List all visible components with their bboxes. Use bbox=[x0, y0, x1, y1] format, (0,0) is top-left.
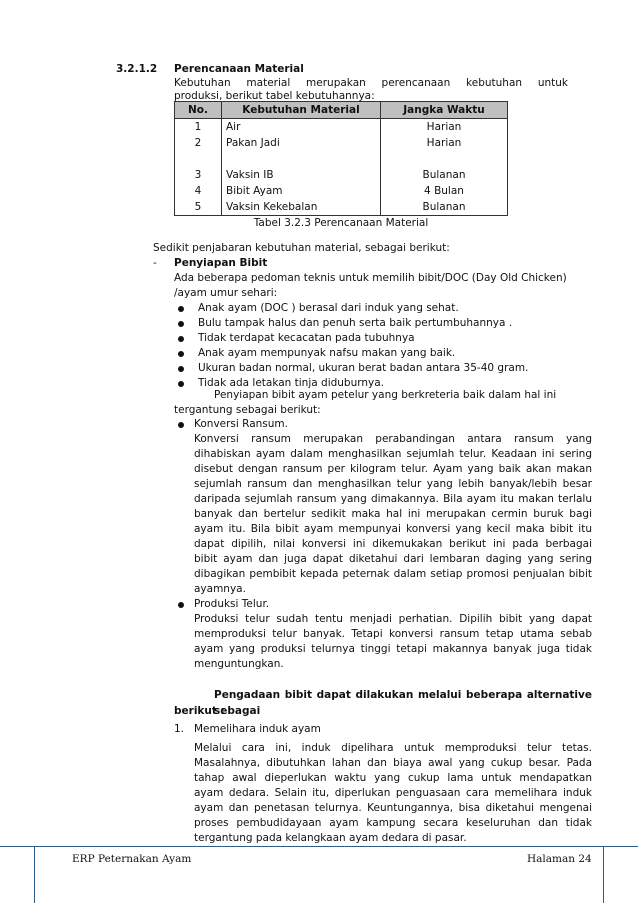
list-item: Anak ayam (DOC ) berasal dari induk yang sehat. bbox=[198, 302, 459, 314]
table-cell-no: 2 bbox=[175, 135, 222, 151]
list-item: Tidak ada letakan tinja diduburnya. bbox=[198, 377, 385, 389]
konversi-line: daripada sejumlah ransum yang dimakannya. Bila ayam itu makan terlalu bbox=[194, 493, 592, 505]
alt1-line: ayam dedara. Selain itu, diperlukan penguasaan cara memelihara induk bbox=[194, 787, 592, 799]
konversi-line: banyak dan bertelur sedikit maka hal ini merupakan cermin buruk bagi bbox=[194, 508, 592, 520]
table-row bbox=[175, 135, 508, 151]
table-header-waktu: Jangka Waktu bbox=[381, 102, 508, 119]
alt1-line: proses pembudidayaan ayam kampung secara keseluruhan dan tidak bbox=[194, 817, 592, 829]
material-table bbox=[174, 101, 508, 216]
bullet-icon bbox=[178, 306, 184, 312]
list-item: Bulu tampak halus dan penuh serta baik pertumbuhannya . bbox=[198, 317, 513, 329]
bibit-intro-line: Ada beberapa pedoman teknis untuk memilih bibit/DOC (Day Old Chicken) bbox=[174, 272, 567, 284]
footer-left-rule bbox=[34, 846, 35, 903]
alt1-line: tergantung pada kelangkaan ayam dedara di pasar. bbox=[194, 832, 467, 844]
table-row bbox=[175, 119, 508, 136]
table-cell-no bbox=[175, 151, 222, 167]
bullet-icon bbox=[178, 422, 184, 428]
table-cell-material: Bibit Ayam bbox=[222, 183, 381, 199]
table-header-material: Kebutuhan Material bbox=[222, 102, 381, 119]
produksi-line: menguntungkan. bbox=[194, 658, 284, 670]
alt1-line: tahap awal dieperlukan waktu yang cukup lama untuk mendapatkan bbox=[194, 772, 592, 784]
konversi-line: dibagikan pembibit kepada peternak dalam setiap promosi penjualan bibit bbox=[194, 568, 592, 580]
table-cell-no: 3 bbox=[175, 167, 222, 183]
petelur-line: tergantung sebagai berikut: bbox=[174, 404, 321, 416]
table-cell-material: Air bbox=[222, 119, 381, 136]
table-cell-waktu: 4 Bulan bbox=[381, 183, 508, 199]
table-cell-material: Vaksin IB bbox=[222, 167, 381, 183]
table-row bbox=[175, 199, 508, 216]
list-item: Tidak terdapat kecacatan pada tubuhnya bbox=[198, 332, 415, 344]
table-row bbox=[175, 167, 508, 183]
bullet-icon bbox=[178, 321, 184, 327]
list-item: Ukuran badan normal, ukuran berat badan antara 35-40 gram. bbox=[198, 362, 529, 374]
intro-line: Kebutuhan material merupakan perencanaan kebutuhan untuk bbox=[174, 77, 568, 89]
konversi-line: bibit ayam dan juga dapat diketahui dari lembaran daging yang sering bbox=[194, 553, 592, 565]
section-number: 3.2.1.2 bbox=[116, 63, 158, 75]
table-cell-waktu bbox=[381, 151, 508, 167]
petelur-line: Penyiapan bibit ayam petelur yang berkreteria baik dalam hal ini bbox=[214, 389, 557, 401]
footer-document-title: ERP Peternakan Ayam bbox=[72, 853, 192, 865]
produksi-line: ayam yang produksi telurnya tinggi tetapi makannya banyak juga tidak bbox=[194, 643, 592, 655]
table-row bbox=[175, 151, 508, 167]
footer-divider bbox=[0, 846, 638, 847]
table-caption: Tabel 3.2.3 Perencanaan Material bbox=[253, 217, 429, 229]
table-cell-no: 1 bbox=[175, 119, 222, 136]
table-cell-waktu: Bulanan bbox=[381, 199, 508, 216]
produksi-line: Produksi telur sudah tentu menjadi perhatian. Dipilih bibit yang dapat bbox=[194, 613, 592, 625]
bullet-icon bbox=[178, 336, 184, 342]
produksi-title: Produksi Telur. bbox=[194, 598, 270, 610]
bibit-intro-line: /ayam umur sehari: bbox=[174, 287, 278, 299]
konversi-line: dapat dipilih, nilai konversi ini dikemukakan berikut ini pada berbagai bbox=[194, 538, 592, 550]
table-cell-waktu: Bulanan bbox=[381, 167, 508, 183]
konversi-line: dihabiskan ayam dalam menghasilkan sejumlah telur. Keadaan ini sering bbox=[194, 448, 592, 460]
bullet-icon bbox=[178, 366, 184, 372]
table-cell-material bbox=[222, 151, 381, 167]
table-cell-waktu: Harian bbox=[381, 135, 508, 151]
bullet-icon bbox=[178, 602, 184, 608]
konversi-line: Konversi ransum merupakan perabandingan antara ransum yang bbox=[194, 433, 592, 445]
bullet-icon bbox=[178, 381, 184, 387]
konversi-line: sejumlah ransum dan menghasilkan telur yang lebih banyak/lebih besar bbox=[194, 478, 592, 490]
konversi-line: ayamnya. bbox=[194, 583, 246, 595]
dash-marker: - bbox=[153, 257, 157, 269]
konversi-line: disebut dengan ransum per kilogram telur. Ayam yang baik akan makan bbox=[194, 463, 592, 475]
alt-title: Memelihara induk ayam bbox=[194, 723, 321, 735]
table-cell-waktu: Harian bbox=[381, 119, 508, 136]
intro-line: produksi, berikut tabel kebutuhannya: bbox=[174, 90, 375, 102]
table-cell-material: Vaksin Kekebalan bbox=[222, 199, 381, 216]
alt1-line: ayam dan penetasan telurnya. Keuntungannya, bisa diketahui mengenai bbox=[194, 802, 592, 814]
bullet-icon bbox=[178, 351, 184, 357]
alt1-line: Masalahnya, dibutuhkan lahan dan biaya awal yang cukup besar. Pada bbox=[194, 757, 592, 769]
footer-right-rule bbox=[603, 846, 604, 903]
table-cell-no: 5 bbox=[175, 199, 222, 216]
footer-page-number: Halaman 24 bbox=[527, 853, 592, 865]
list-item: Anak ayam mempunyak nafsu makan yang baik. bbox=[198, 347, 456, 359]
section-title: Perencanaan Material bbox=[174, 63, 304, 75]
pengadaan-heading: berikut : bbox=[174, 705, 225, 717]
table-cell-material: Pakan Jadi bbox=[222, 135, 381, 151]
paragraph-intro: Sedikit penjabaran kebutuhan material, sebagai berikut: bbox=[153, 242, 450, 254]
table-header-no: No. bbox=[175, 102, 222, 119]
alt1-line: Melalui cara ini, induk dipelihara untuk memproduksi telur tetas. bbox=[194, 742, 592, 754]
subheading-penyiapan-bibit: Penyiapan Bibit bbox=[174, 257, 268, 269]
konversi-line: ayam itu. Bila bibit ayam mempunyai konversi yang kecil maka bibit itu bbox=[194, 523, 592, 535]
alt-number: 1. bbox=[174, 723, 185, 735]
konversi-title: Konversi Ransum. bbox=[194, 418, 289, 430]
table-row bbox=[175, 183, 508, 199]
pengadaan-heading: Pengadaan bibit dapat dilakukan melalui beberapa alternative sebagai bbox=[214, 689, 592, 717]
produksi-line: memproduksi telur banyak. Tetapi konversi ransum tetap utama sebab bbox=[194, 628, 592, 640]
table-cell-no: 4 bbox=[175, 183, 222, 199]
